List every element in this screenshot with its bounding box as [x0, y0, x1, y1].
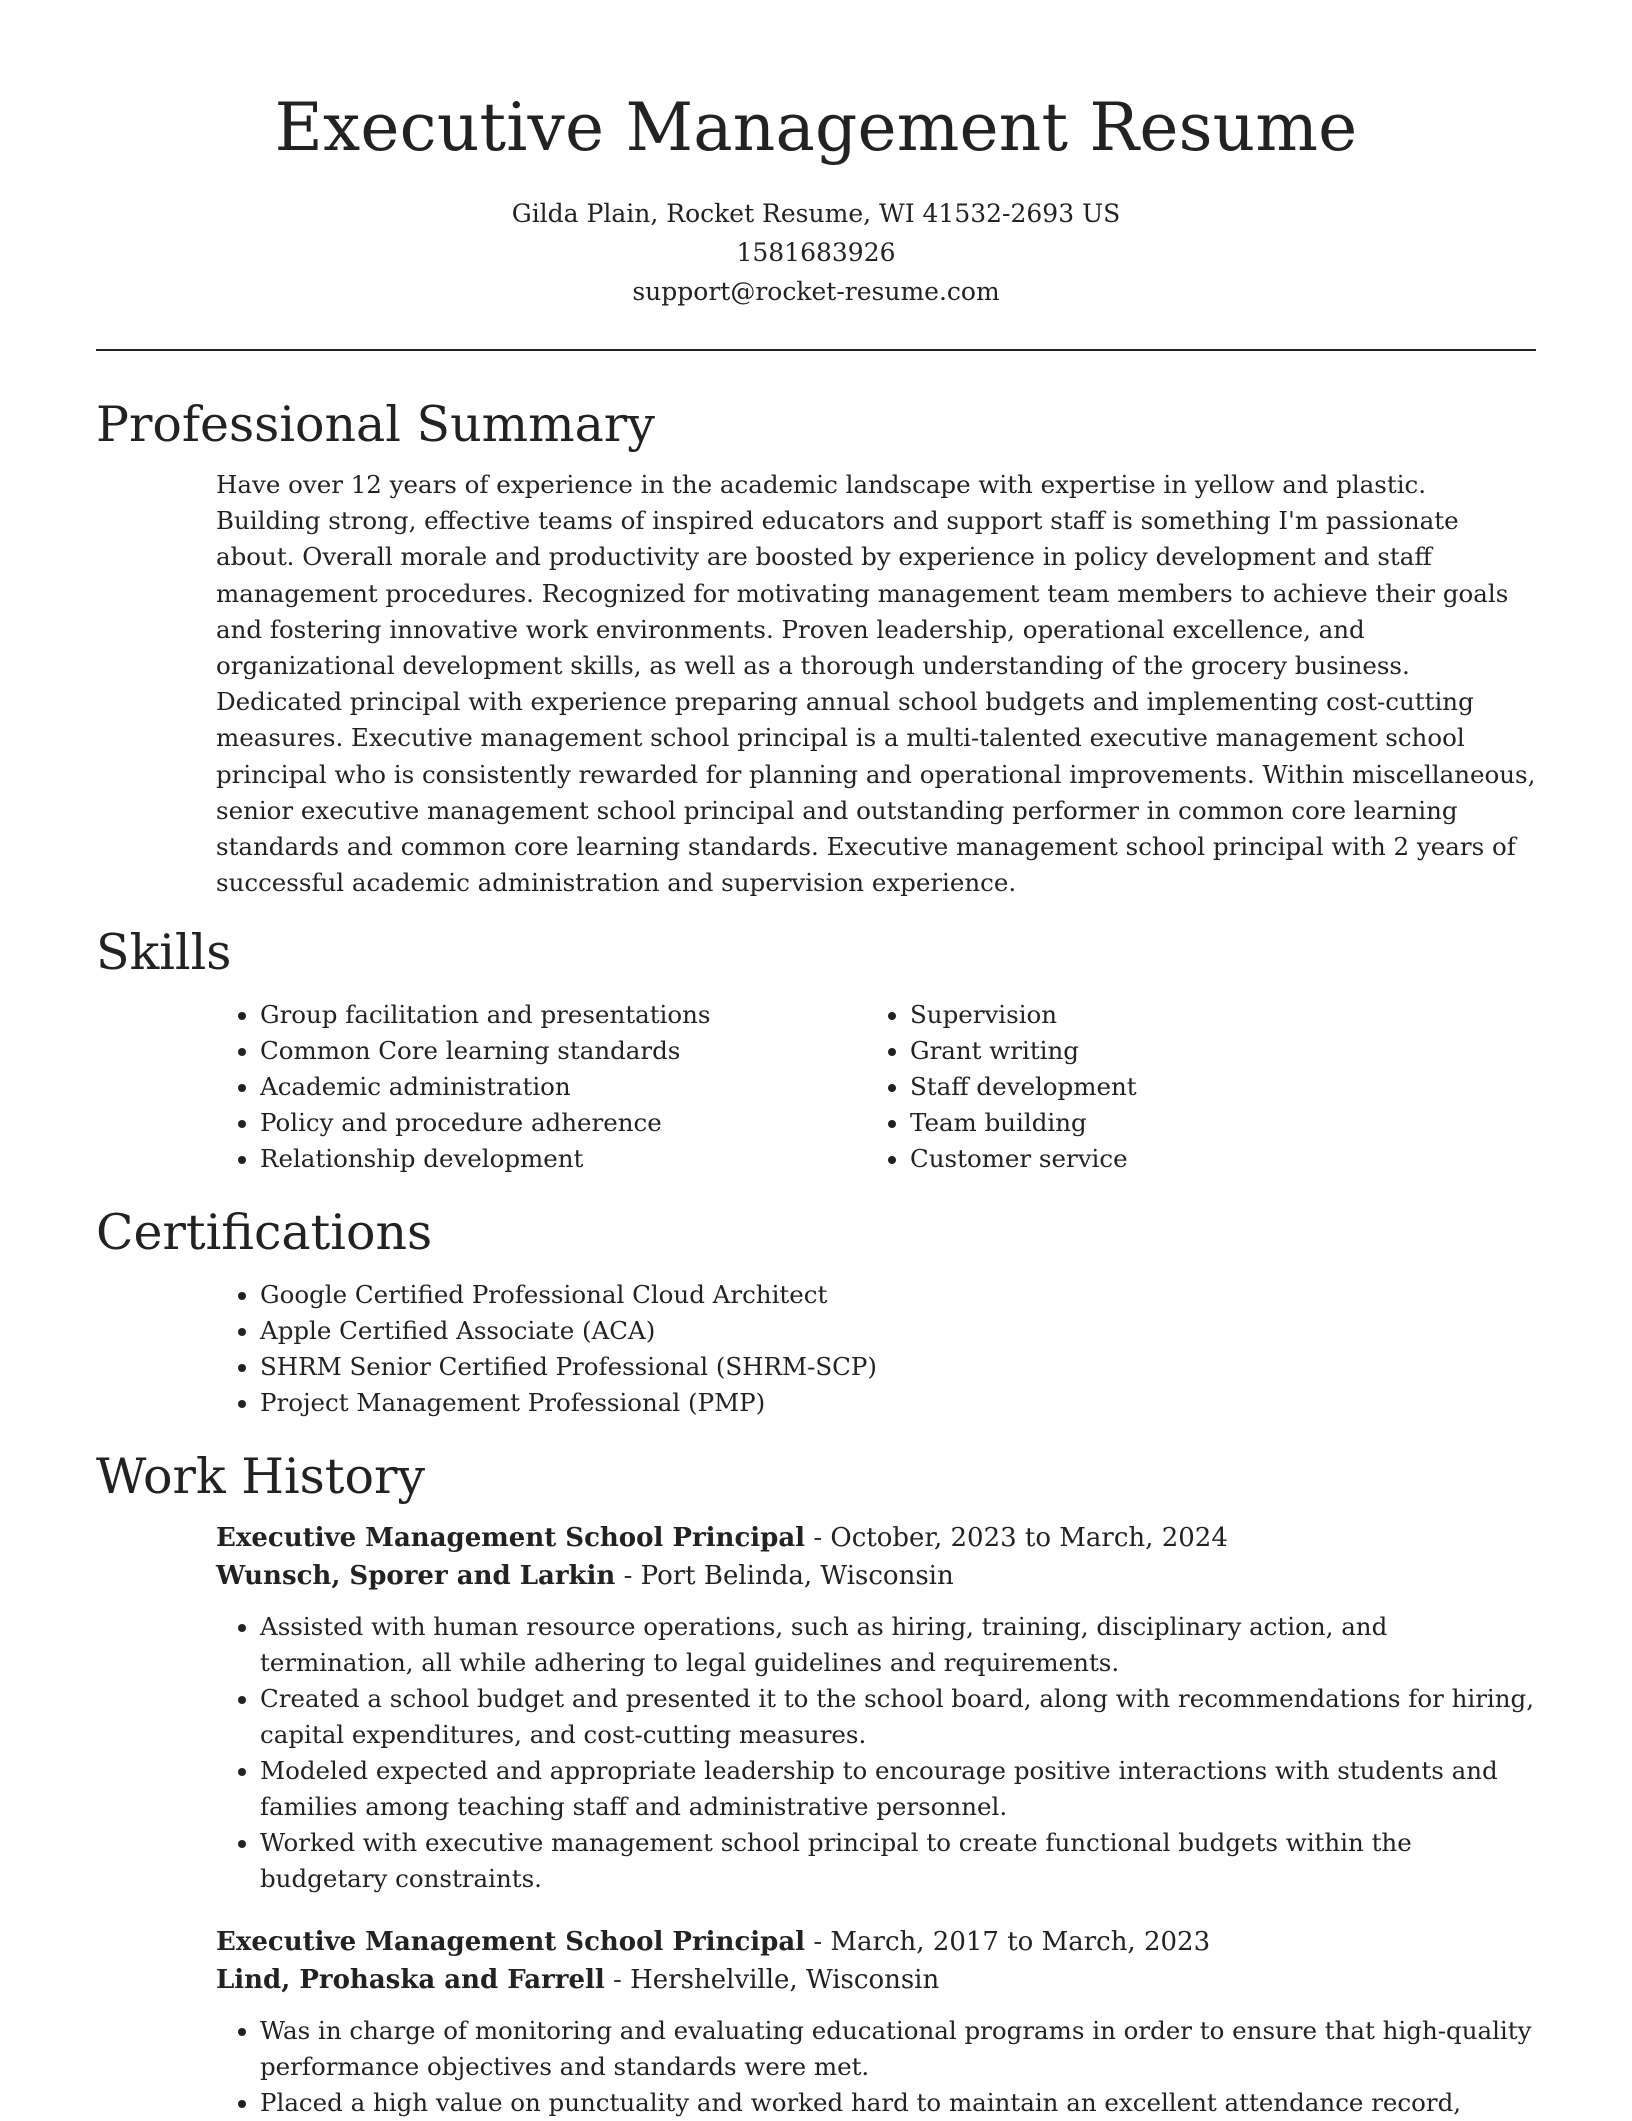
skill-item: • Grant writing [910, 1033, 1516, 1069]
job-dates: March, 2017 to March, 2023 [830, 1927, 1211, 1958]
job-bullet: • Assisted with human resource operations, such as hiring, training, disciplinary action, and termination, all while adhering to legal guidelines and requirements. [260, 1609, 1536, 1681]
work-history-section [96, 1447, 1536, 2121]
skill-item: • Common Core learning standards [260, 1033, 866, 1069]
job-bullet: • Modeled expected and appropriate leadership to encourage positive interactions with students and families among teaching staff and administrative personnel. [260, 1753, 1536, 1825]
skill-item: • Group facilitation and presentations [260, 997, 866, 1033]
skill-item: • Academic administration [260, 1069, 866, 1105]
skill-item: • Supervision [910, 997, 1516, 1033]
skill-item: • Team building [910, 1105, 1516, 1141]
certification-item: • Project Management Professional (PMP) [260, 1385, 1536, 1421]
job-title-separator: - [805, 1927, 831, 1958]
job-entry [216, 1519, 1536, 1897]
job-bullet-list [216, 1609, 1536, 1897]
certifications-list [216, 1277, 1536, 1421]
job-title-line [216, 1519, 1536, 1557]
skill-item: • Customer service [910, 1141, 1516, 1177]
job-dates: October, 2023 to March, 2024 [830, 1523, 1228, 1554]
contact-email: support@rocket-resume.com [632, 277, 1000, 306]
resume-title: Executive Management Resume [274, 89, 1358, 166]
job-bullet: • Was in charge of monitoring and evaluating educational programs in order to ensure that high-quality performance objectives and standards were met. [260, 2013, 1536, 2085]
certification-item: • Apple Certified Associate (ACA) [260, 1313, 1536, 1349]
job-bullets-wrap [216, 2013, 1536, 2121]
job-company-line [216, 1961, 1536, 1999]
header-divider [96, 349, 1536, 351]
skills-heading: Skills [96, 924, 232, 982]
professional-summary-text: Have over 12 years of experience in the academic landscape with expertise in yellow and plastic. Building strong, effective teams of inspired educators and support staff is something I'm passionate about. Overall morale and productivity are boosted by experience in policy development and staff management procedures. Recognized for motivating management team members to achieve their goals and fostering innovative work environments. Proven leadership, operational excellence, and organizational development skills, as well as a thorough understanding of the grocery business. Dedicated principal with experience preparing annual school budgets and implementing cost-cutting measures. Executive management school principal is a multi-talented executive management school principal who is consistently rewarded for planning and operational improvements. Within miscellaneous, senior executive management school principal and outstanding performer in common core learning standards and common core learning standards. Executive management school principal with 2 years of successful academic administration and supervision experience. [216, 470, 1536, 898]
job-title-separator: - [805, 1523, 831, 1554]
skills-list-left [216, 997, 866, 1177]
skill-item: • Policy and procedure adherence [260, 1105, 866, 1141]
contact-phone: 1581683926 [736, 238, 896, 267]
resume-header [96, 0, 1536, 311]
job-company: Wunsch, Sporer and Larkin [216, 1561, 616, 1592]
job-title: Executive Management School Principal [216, 1927, 806, 1958]
skills-section [96, 923, 1536, 1177]
certifications-heading: Certifications [96, 1204, 433, 1262]
job-company-line [216, 1557, 1536, 1595]
job-title: Executive Management School Principal [216, 1523, 806, 1554]
work-history-heading: Work History [96, 1448, 426, 1506]
job-bullet: • Placed a high value on punctuality and worked hard to maintain an excellent attendance record, [260, 2085, 1536, 2121]
skills-column-left [216, 997, 866, 1177]
certifications-list-wrap [216, 1277, 1536, 1421]
job-company-separator: - [604, 1965, 631, 1996]
job-location: Port Belinda, Wisconsin [640, 1561, 954, 1592]
certification-item: • SHRM Senior Certified Professional (SHRM-SCP) [260, 1349, 1536, 1385]
contact-address: Gilda Plain, Rocket Resume, WI 41532-2693 US [511, 199, 1121, 228]
professional-summary-section [96, 395, 1536, 901]
job-company-separator: - [615, 1561, 641, 1592]
job-bullet-list [216, 2013, 1536, 2121]
job-bullets-wrap [216, 1609, 1536, 1897]
professional-summary-heading: Professional Summary [96, 396, 655, 453]
job-company: Lind, Prohaska and Farrell [216, 1965, 605, 1996]
job-title-line [216, 1923, 1536, 1961]
skills-list-right [866, 997, 1516, 1177]
certification-item: • Google Certified Professional Cloud Architect [260, 1277, 1536, 1313]
job-bullet: • Worked with executive management school principal to create functional budgets within the budgetary constraints. [260, 1825, 1536, 1897]
skills-grid [216, 997, 1536, 1177]
job-location: Hershelville, Wisconsin [630, 1965, 940, 1996]
certifications-section [96, 1203, 1536, 1421]
skills-column-right [866, 997, 1516, 1177]
skill-item: • Relationship development [260, 1141, 866, 1177]
contact-info [96, 194, 1536, 311]
job-bullet: • Created a school budget and presented it to the school board, along with recommendations for hiring, capital expenditures, and cost-cutting measures. [260, 1681, 1536, 1753]
skill-item: • Staff development [910, 1069, 1516, 1105]
job-entry [216, 1923, 1536, 2121]
